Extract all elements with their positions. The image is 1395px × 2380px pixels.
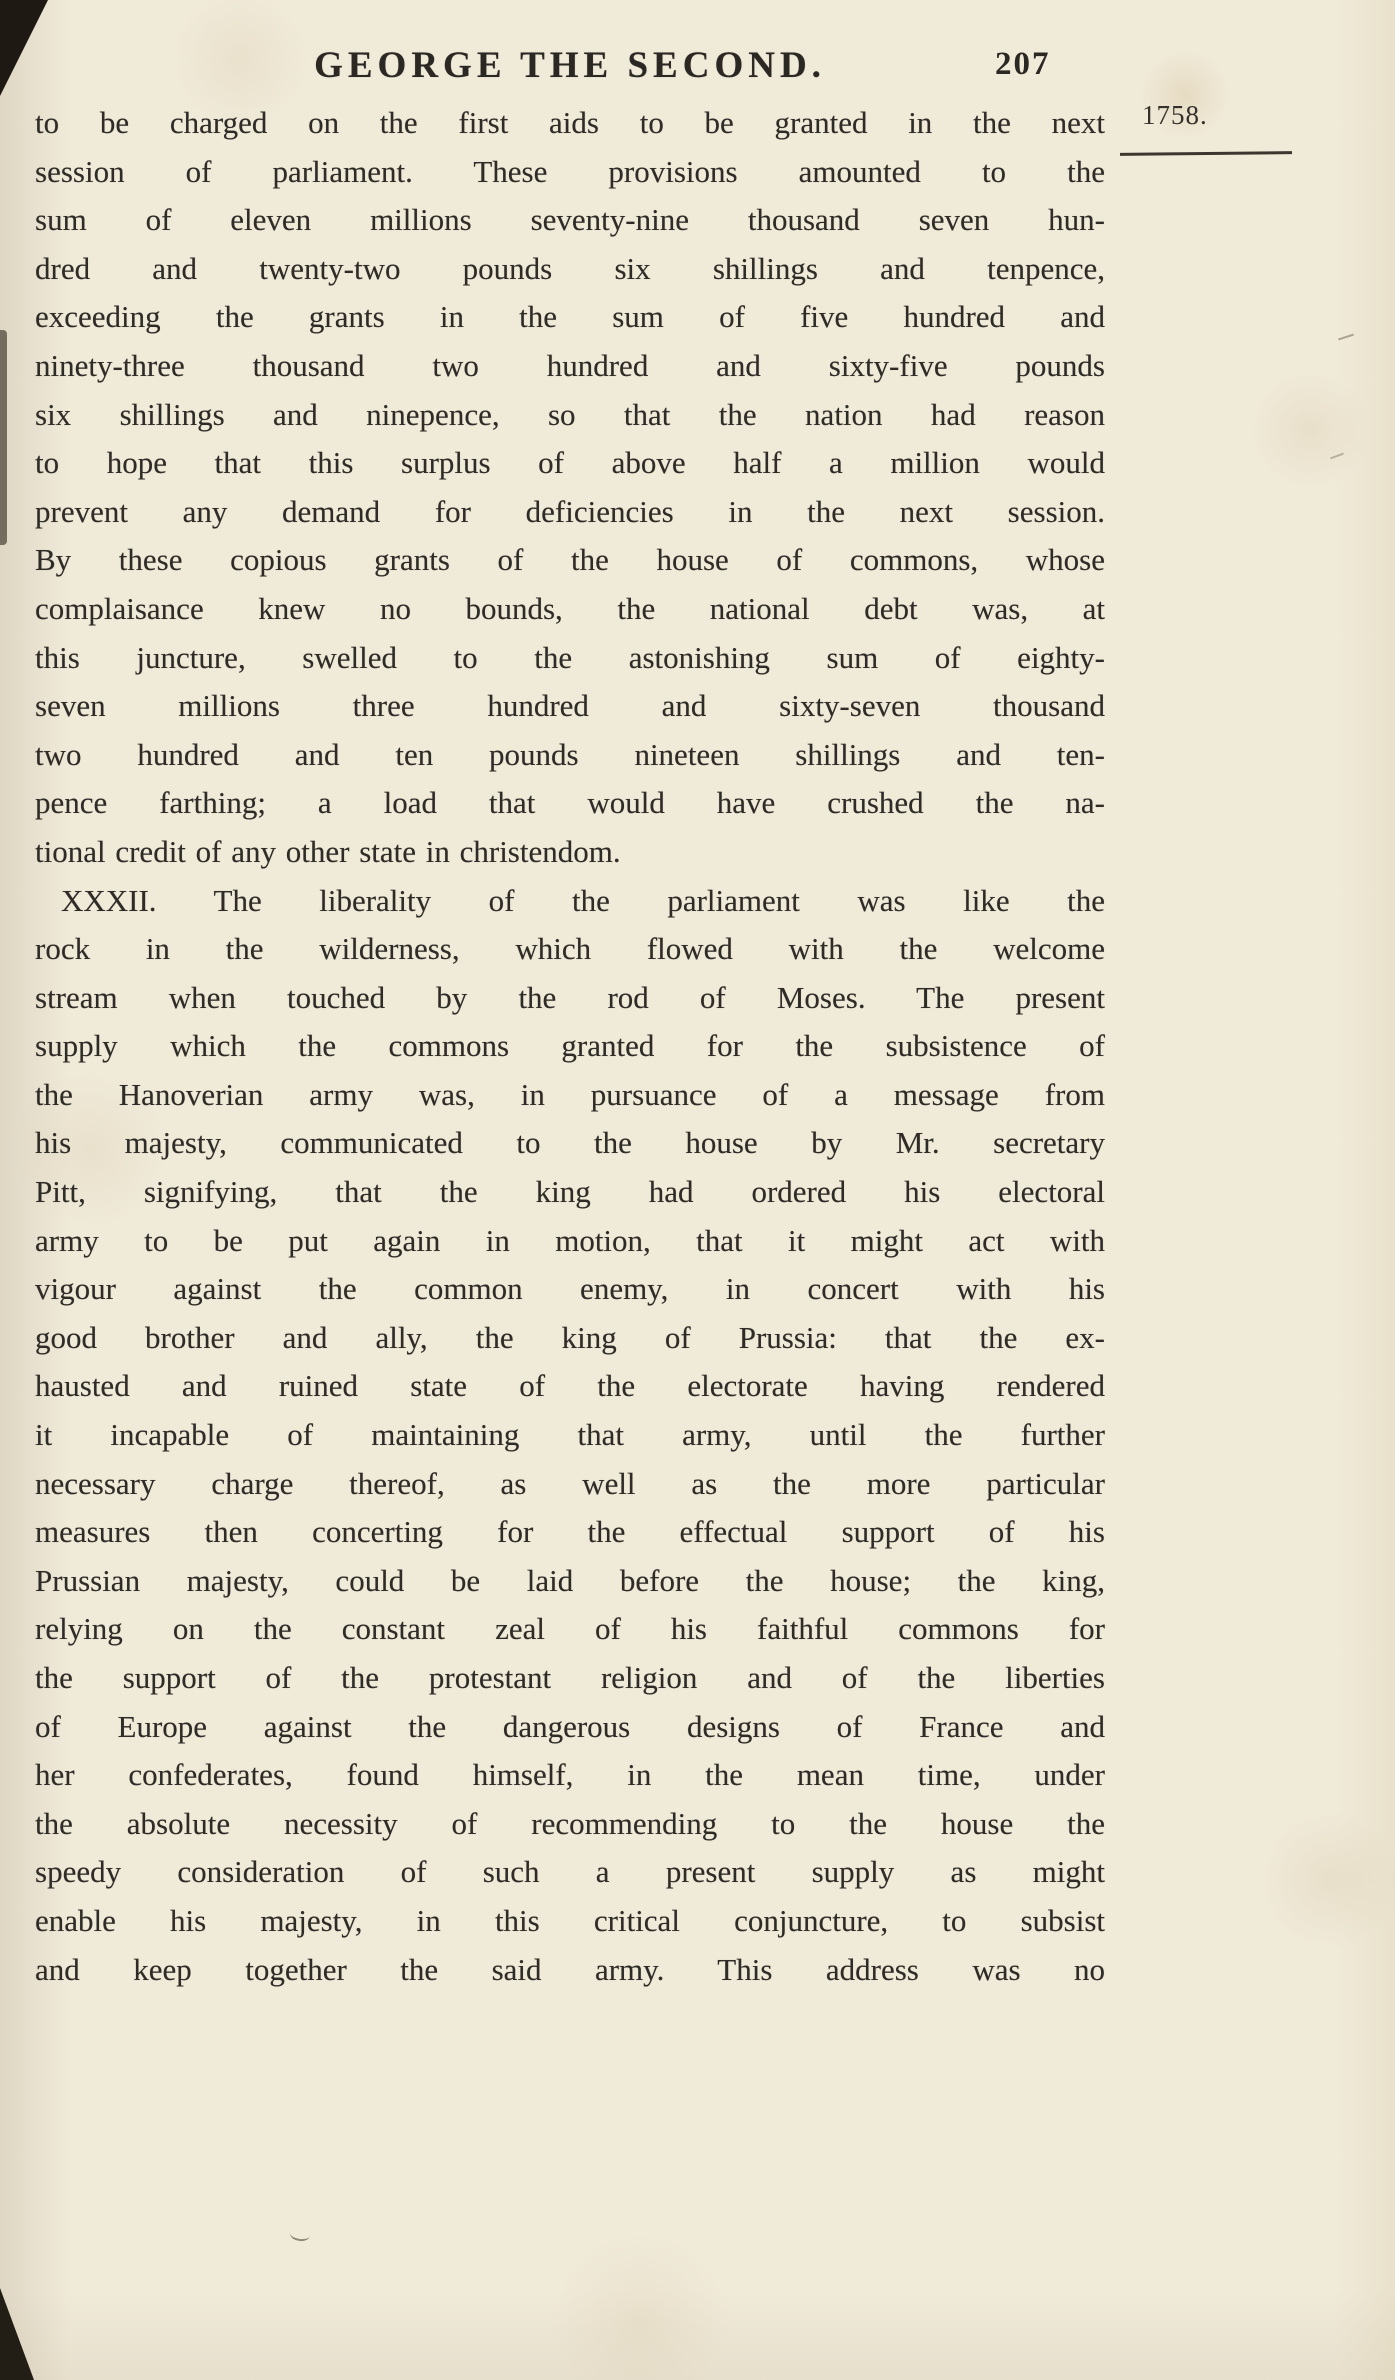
page-header [35, 44, 1105, 94]
text-line: By these copious grants of the house of commons, whose [35, 542, 1105, 578]
text-line: necessary charge thereof, as well as the more particular [35, 1465, 1105, 1501]
text-line: exceeding the grants in the sum of five hundred and [35, 299, 1105, 335]
text-line: supply which the commons granted for the subsistence of [35, 1028, 1105, 1064]
text-line: this juncture, swelled to the astonishing sum of eighty- [35, 639, 1105, 675]
text-line: hausted and ruined state of the electorate having rendered [35, 1368, 1105, 1404]
text-line: sum of eleven millions seventy-nine thousand seven hun- [35, 202, 1105, 238]
text-line: the support of the protestant religion and of the liberties [35, 1660, 1105, 1695]
text-line: good brother and ally, the king of Prussia: that the ex- [35, 1319, 1105, 1355]
page-number: 207 [995, 46, 1051, 82]
text-line: XXXII. The liberality of the parliament was like the [61, 882, 1105, 918]
scan-artifact-pen-mark [289, 2227, 311, 2243]
text-line: to be charged on the first aids to be granted in the next [35, 105, 1105, 140]
text-line: stream when touched by the rod of Moses. The present [35, 979, 1105, 1015]
paragraph [35, 99, 1105, 877]
text-line: pence farthing; a load that would have crushed the na- [35, 785, 1105, 821]
text-line: two hundred and ten pounds nineteen shillings and ten- [35, 736, 1105, 772]
text-line: the Hanoverian army was, in pursuance of a message from [35, 1076, 1105, 1112]
scan-artifact-bottom-left [0, 2288, 34, 2380]
text-line: seven millions three hundred and sixty-seven thousand [35, 688, 1105, 724]
paragraph [35, 877, 1105, 1995]
text-line: dred and twenty-two pounds six shillings and tenpence, [35, 250, 1105, 286]
text-line: it incapable of maintaining that army, until the further [35, 1417, 1105, 1453]
margin-year-note: 1758. [1142, 100, 1208, 130]
running-title: GEORGE THE SECOND. [314, 45, 826, 86]
text-line: session of parliament. These provisions amounted to the [35, 153, 1105, 189]
text-line: Prussian majesty, could be laid before the house; the king, [35, 1562, 1105, 1598]
scan-artifact-dash [1330, 453, 1344, 460]
text-line: complaisance knew no bounds, the national debt was, at [35, 590, 1105, 626]
text-line: relying on the constant zeal of his faithful commons for [35, 1611, 1105, 1647]
text-line: and keep together the said army. This address was no [35, 1951, 1105, 1987]
text-line: Pitt, signifying, that the king had ordered his electoral [35, 1174, 1105, 1210]
margin-rule [1120, 151, 1292, 156]
text-line: rock in the wilderness, which flowed with the welcome [35, 931, 1105, 967]
text-line: measures then concerting for the effectual support of his [35, 1514, 1105, 1550]
text-line: army to be put again in motion, that it might act with [35, 1222, 1105, 1258]
text-line: speedy consideration of such a present supply as might [35, 1854, 1105, 1890]
scan-artifact-dash [1338, 334, 1354, 341]
text-line: six shillings and ninepence, so that the nation had reason [35, 396, 1105, 432]
text-line: his majesty, communicated to the house by Mr. secretary [35, 1125, 1105, 1161]
text-line: of Europe against the dangerous designs of France and [35, 1708, 1105, 1744]
text-line: tional credit of any other state in christendom. [35, 833, 621, 869]
scan-artifact-left-strip [0, 330, 7, 545]
text-line: her confederates, found himself, in the mean time, under [35, 1757, 1105, 1793]
text-line: prevent any demand for deficiencies in the next session. [35, 493, 1105, 529]
text-line: the absolute necessity of recommending to the house the [35, 1805, 1105, 1841]
text-line: to hope that this surplus of above half a million would [35, 445, 1105, 481]
text-line: vigour against the common enemy, in concert with his [35, 1271, 1105, 1307]
text-column [35, 99, 1105, 1994]
text-line: ninety-three thousand two hundred and sixty-five pounds [35, 347, 1105, 383]
text-line: enable his majesty, in this critical conjuncture, to subsist [35, 1902, 1105, 1938]
